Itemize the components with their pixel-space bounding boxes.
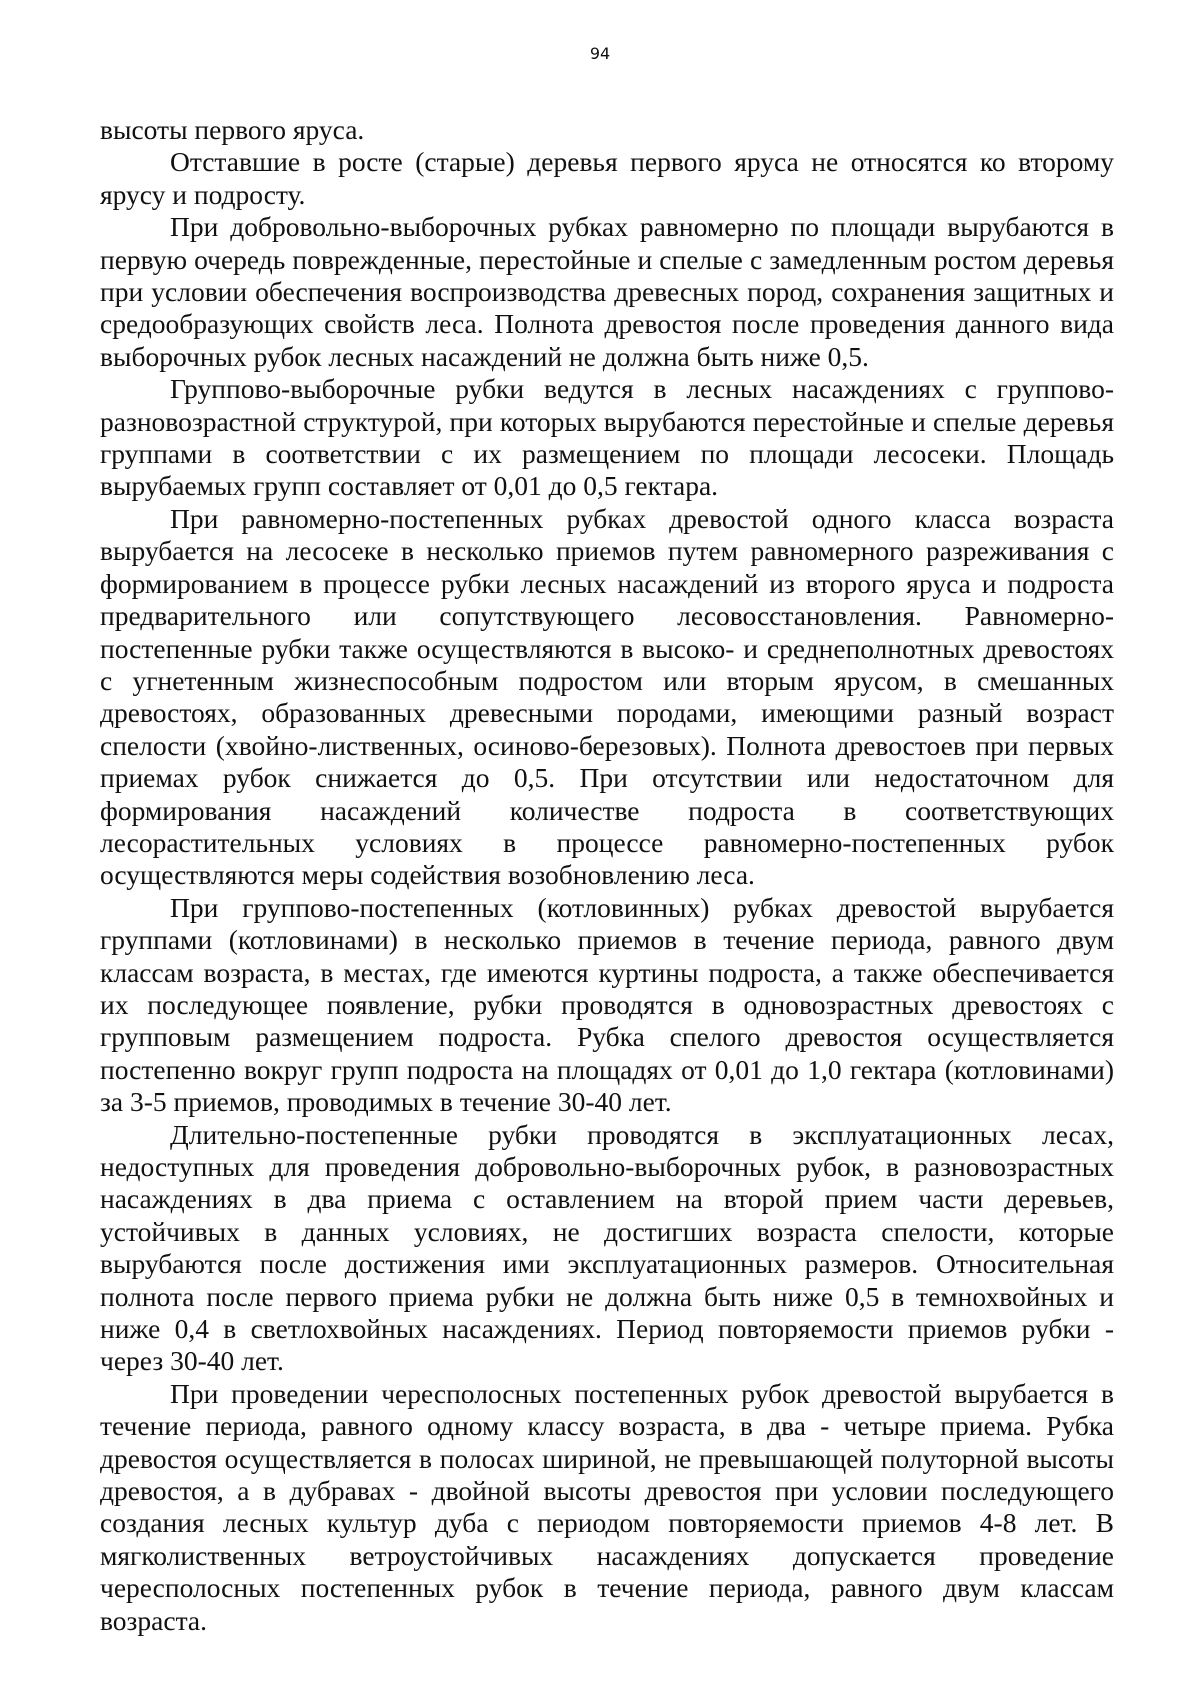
paragraph-group-selective-felling: Группово-выборочные рубки ведутся в лесных насаждениях с группово-разновозрастной структурой, при которых вырубаются перестойные и спелые деревья группами в соответствии с их размещением по площади лесосеки. Площадь вырубаемых групп составляет от 0,01 до 0,5 гектара. — [100, 373, 1114, 502]
paragraph-long-term-gradual-felling: Длительно-постепенные рубки проводятся в эксплуатационных лесах, недоступных для проведения добровольно-выборочных рубок, в разновозрастных насаждениях в два приема с оставлением на второй прием части деревьев, устойчивых в данных условиях, не достигших возраста спелости, которые вырубаются после достижения ими эксплуатационных размеров. Относительная полнота после первого приема рубки не должна быть ниже 0,5 в темнохвойных и ниже 0,4 в светлохвойных насаждениях. Период повторяемости приемов рубки - через 30-40 лет. — [100, 1118, 1114, 1377]
paragraph-continuation: высоты первого яруса. — [100, 114, 365, 145]
paragraph-strip-gradual-felling: При проведении чересполосных постепенных рубок древостой вырубается в течение периода, равного одному классу возраста, в два - четыре приема. Рубка древостоя осуществляется в полосах шириной, не превышающей полуторной высоты древостоя, а в дубравах - двойной высоты древостоя при условии последующего создания лесных культур дуба с периодом повторяемости приемов 4-8 лет. В мягколиственных ветроустойчивых насаждениях допускается проведение чересполосных постепенных рубок в течение периода, равного двум классам возраста. — [100, 1377, 1114, 1636]
document-body — [100, 114, 1114, 1637]
page-number: 94 — [589, 44, 611, 63]
paragraph-voluntary-selective-felling: При добровольно-выборочных рубках равномерно по площади вырубаются в первую очередь поврежденные, перестойные и спелые с замедленным ростом деревья при условии обеспечения воспроизводства древесных пород, сохранения защитных и средообразующих свойств леса. Полнота древостоя после проведения данного вида выборочных рубок лесных насаждений не должна быть ниже 0,5. — [100, 211, 1114, 372]
paragraph-uniform-gradual-felling: При равномерно-постепенных рубках древостой одного класса возраста вырубается на лесосеке в несколько приемов путем равномерного разреживания с формированием в процессе рубки лесных насаждений из второго яруса и подроста предварительного или сопутствующего лесовосстановления. Равномерно-постепенные рубки также осуществляются в высоко- и среднеполнотных древостоях с угнетенным жизнеспособным подростом или вторым ярусом, в смешанных древостоях, образованных древесными породами, имеющими разный возраст спелости (хвойно-лиственных, осиново-березовых). Полнота древостоев при первых приемах рубок снижается до 0,5. При отсутствии или недостаточном для формирования насаждений количестве подроста в соответствующих лесорастительных условиях в процессе равномерно-постепенных рубок осуществляются меры содействия возобновлению леса. — [100, 502, 1114, 891]
paragraph-lagging-trees: Отставшие в росте (старые) деревья первого яруса не относятся ко второму ярусу и подросту. — [100, 146, 1114, 210]
paragraph-group-gradual-felling: При группово-постепенных (котловинных) рубках древостой вырубается группами (котловинами) в несколько приемов в течение периода, равного двум классам возраста, в местах, где имеются куртины подроста, а также обеспечивается их последующее появление, рубки проводятся в одновозрастных древостоях с групповым размещением подроста. Рубка спелого древостоя осуществляется постепенно вокруг групп подроста на площадях от 0,01 до 1,0 гектара (котловинами) за 3-5 приемов, проводимых в течение 30-40 лет. — [100, 891, 1114, 1118]
